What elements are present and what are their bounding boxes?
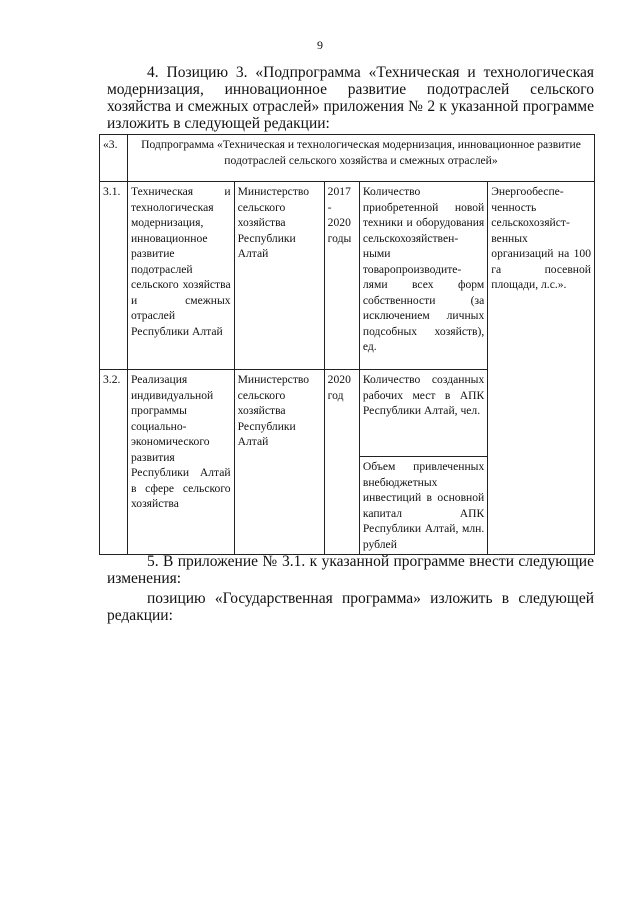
row-number-cell: 3.1.: [100, 182, 128, 370]
row-executor-cell: Министерство сельского хозяйства Республики Алтай: [234, 182, 324, 370]
paragraph-amendment-4-text: 4. Позицию 3. «Подпрограмма «Техническая и технологическая модернизация, инновационное развитие подотраслей сельского хозяйства и смежных отраслей» приложения № 2 к указанной программе изложить в следующей редакции:: [107, 64, 594, 132]
header-number-cell: «3.: [100, 135, 128, 182]
subprogram-table: [99, 134, 595, 555]
row-indicator-cell: Количество приобретенной новой техники и оборудования сельскохозяйствен- ными товаропроизводите- лями всех форм собственности (за исключением личных подсобных хозяйств), ед.: [359, 182, 487, 370]
page-number: 9: [317, 38, 323, 52]
paragraph-amendment-4: [107, 64, 594, 132]
row-indicator-cell: Количество созданных рабочих мест в АПК Республики Алтай, чел.: [359, 370, 487, 457]
paragraph-position-text: позицию «Государственная программа» изложить в следующей редакции:: [107, 590, 594, 624]
row-executor-cell: Министерство сельского хозяйства Республики Алтай: [234, 370, 324, 555]
paragraph-amendment-5: [107, 553, 594, 587]
row-name-cell: Техническая и технологическая модернизация, инновационное развитие подотраслей сельского хозяйства и смежных отраслей Республики Алтай: [127, 182, 234, 370]
header-title-cell: Подпрограмма «Техническая и технологическая модернизация, инновационное развитие подотраслей сельского хозяйства и смежных отраслей»: [127, 135, 594, 182]
row-years-cell: 2017 - 2020 годы: [324, 182, 359, 370]
row-effect-cell: Энергообеспе- ченность сельскохозяйст- венных организаций на 100 га посевной площади, л.с.».: [488, 182, 595, 555]
row-name-cell: Реализация индивидуальной программы социально- экономического развития Республики Алтай в сфере сельского хозяйства: [127, 370, 234, 555]
paragraph-amendment-5-text: 5. В приложение № 3.1. к указанной программе внести следующие изменения:: [107, 553, 594, 587]
row-years-cell: 2020 год: [324, 370, 359, 555]
table-header-row: [100, 135, 595, 182]
table-row: [100, 182, 595, 370]
paragraph-position: [107, 590, 594, 624]
row-indicator-cell: Объем привлеченных внебюджетных инвестиций в основной капитал АПК Республики Алтай, млн. рублей: [359, 457, 487, 555]
row-number-cell: 3.2.: [100, 370, 128, 555]
